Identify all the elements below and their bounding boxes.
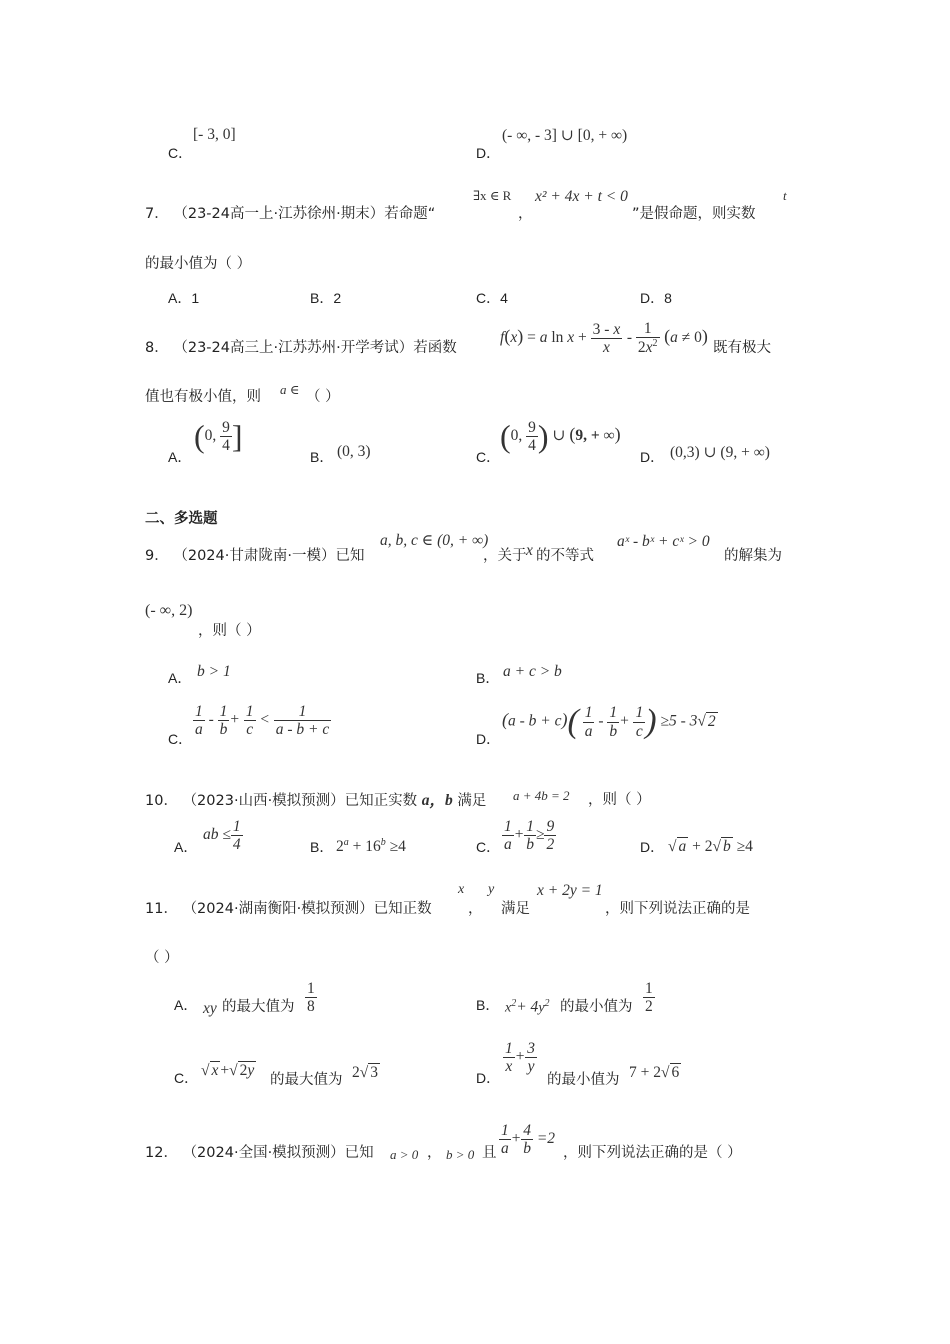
q9-solution: (- ∞, 2) [145,602,193,619]
q10-mid: 满足 [457,793,487,809]
q8-option-c-label: C． [476,449,501,465]
q8-option-c-math: (0, $\frac{9}{4}$ ) ∪ (9, + ∞) [500,418,621,454]
q8-number: 8． [145,340,169,356]
q11-option-a-math: xy [203,1000,217,1017]
q11-option-b-value: $\frac{1}{2}$ [645,980,653,1016]
q8-line2: 值也有极小值，则 [145,389,261,405]
q9-option-a-math: b > 1 [197,663,231,680]
q7-source: （23-24高一上·江苏徐州·期末）若命题“ [173,206,436,222]
q8-function: f(x) = a ln x + $\frac{3 - x}{x}$ - $\frac{1}{2x^2}$ (a ≠ 0) [500,320,708,357]
q11-option-c-label: C． [174,1070,199,1086]
q7-comma: ， [518,206,533,222]
q9-var-x: x [526,542,533,559]
q6-option-c-math: [- 3, 0] [193,126,236,143]
q11-option-b-math: $x^2+ 4y^2$ [505,998,550,1016]
q9-line2: ，则（ ） [198,623,261,639]
q7-math-exists: ∃x ∈ R [473,188,512,203]
q11-option-d-label: D． [476,1070,501,1086]
q8-source: （23-24高三上·江苏苏州·开学考试）若函数 [173,340,457,356]
q11-option-a-value: $\frac{1}{8}$ [307,980,315,1016]
q9-mid: ，关于 [483,548,527,564]
q11-option-b-text: 的最小值为 [560,999,633,1015]
q6-option-d-math: (- ∞, - 3] ∪ [0, + ∞) [502,127,628,144]
q12-stem [145,1141,374,1162]
q9-option-d-math: (a - b + c)( $\frac{1}{a}$ - $\frac{1}{b}$ + $\frac{1}{c}$ ) ≥5 - 3√ 2 [502,703,716,740]
q7-option-a: A．1 [168,290,200,306]
q11-option-a-text: 的最大值为 [222,999,295,1015]
q7-option-c: C．4 [476,290,508,306]
q8-paren: （ ） [306,389,340,405]
q6-option-d-label: D． [476,145,501,161]
q12-source: （2024·全国·模拟预测）已知 [182,1145,374,1161]
q7-line2: 的最小值为（ ） [145,256,252,272]
q11-condition: x + 2y = 1 [537,882,603,899]
q9-number: 9． [145,548,169,564]
q9-option-b-math: a + c > b [503,663,562,680]
q8-option-d-math: (0,3) ∪ (9, + ∞) [670,444,770,461]
q9-option-a-label: A． [168,670,192,686]
q8-option-a-label: A． [168,449,192,465]
q12-tail: ，则下列说法正确的是（ ） [563,1145,742,1161]
q8-stem [145,336,457,357]
q11-var-x: x [458,882,465,897]
q7-option-d: D．8 [640,290,672,306]
q8-option-a-math: (0, $\frac{9}{4}$ ] [194,418,243,454]
q10-tail: ，则（ ） [588,792,651,808]
q6-option-c-label: C． [168,145,193,161]
q9-stem [145,544,364,565]
q11-option-a-label: A． [174,997,198,1013]
q10-option-d-label: D． [640,839,665,855]
q7-math-inequality: x² + 4x + t < 0 [535,188,628,205]
section-title: 二、多选题 [145,511,218,527]
q9-tail: 的解集为 [724,548,782,564]
q11-line2: （ ） [145,950,179,966]
q9-option-c-label: C． [168,731,193,747]
q7-tail: ”是假命题，则实数 [632,206,756,222]
q10-stem [145,788,486,810]
q11-comma: ， [468,901,483,917]
q11-option-d-math: $\frac{1}{x}$ + $\frac{3}{y}$ [505,1040,535,1076]
q11-option-d-text: 的最小值为 [547,1072,620,1088]
q10-condition: a + 4b = 2 [513,788,570,803]
q10-option-c-math: $\frac{1}{a}$ + $\frac{1}{b}$ ≥ $\frac{9}{2}$ [504,818,555,854]
q11-option-b-label: B． [476,997,500,1013]
q12-comma: ， [427,1145,442,1161]
q10-option-a-math: ab ≤ $\frac{1}{4}$ [203,818,241,854]
q8-option-d-label: D． [640,449,665,465]
q10-source: （2023·山西·模拟预测）已知正实数 [182,793,418,809]
q8-option-b-math: (0, 3) [337,443,371,460]
q11-option-c-value: 2√ 3 [352,1064,379,1081]
q9-mid2: 的不等式 [536,548,594,564]
q10-option-c-label: C． [476,839,501,855]
q12-mid: 且 [482,1145,497,1161]
q9-option-c-math: $\frac{1}{a}$ - $\frac{1}{b}$ + $\frac{1}{c}$ < $\frac{1}{a - b + c}$ [195,703,330,739]
q11-option-c-text: 的最大值为 [270,1072,343,1088]
q11-var-y: y [488,882,495,897]
q12-cond-b: b > 0 [446,1147,475,1162]
q9-math-domain: a, b, c ∈ (0, + ∞) [380,532,489,549]
q11-option-d-value: 7 + 2√ 6 [629,1064,680,1081]
q7-var-t: t [783,188,787,203]
q7-stem [145,202,435,223]
q10-option-b-label: B． [310,839,334,855]
q10-option-a-label: A． [174,839,198,855]
q9-inequality: aˣ - bˣ + cˣ > 0 [617,533,710,550]
q11-tail: ，则下列说法正确的是 [605,901,750,917]
q9-option-d-label: D． [476,731,501,747]
q11-source: （2024·湖南衡阳·模拟预测）已知正数 [182,901,432,917]
q7-option-b: B．2 [310,290,342,306]
q9-source: （2024·甘肃陇南·一模）已知 [173,548,365,564]
q12-cond-a: a > 0 [390,1147,419,1162]
q9-option-b-label: B． [476,670,500,686]
q10-option-d-math: √ a + 2√ b ≥4 [668,838,753,855]
q11-number: 11． [145,901,178,917]
q11-option-c-math: √ x +√ 2y [201,1062,255,1079]
q8-option-b-label: B． [310,449,334,465]
q10-vars: a，b [421,792,453,809]
q8-math-a-in: a ∈ [280,382,300,397]
q11-stem [145,897,432,918]
q10-number: 10． [145,793,178,809]
q7-number: 7． [145,206,169,222]
q10-option-b-math: $2^a + 16^b \ge 4$ [336,837,406,856]
q12-number: 12． [145,1145,178,1161]
q11-mid: 满足 [501,901,530,917]
q12-condition: $\frac{1}{a}$ + $\frac{4}{b}$ =2 [501,1122,556,1158]
q8-tail: 既有极大 [713,340,771,356]
